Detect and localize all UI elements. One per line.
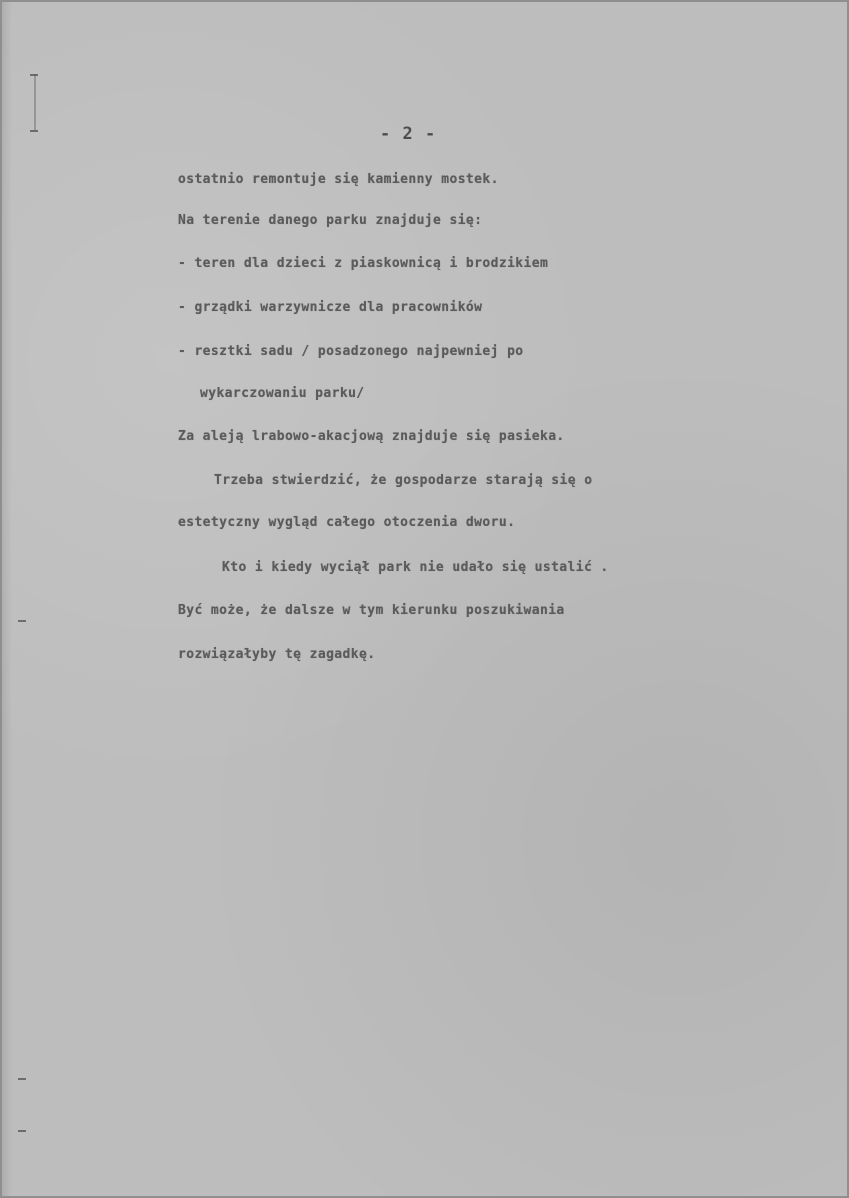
text-line: rozwiązałyby tę zagadkę. [178,647,376,662]
text-line: Kto i kiedy wyciął park nie udało się ustalić . [222,560,609,575]
text-line: estetyczny wygląd całego otoczenia dworu. [178,515,516,530]
margin-mark [18,1130,26,1132]
text-line: Być może, że dalsze w tym kierunku poszukiwania [178,603,565,618]
text-line: Trzeba stwierdzić, że gospodarze starają się o [214,473,593,488]
margin-mark [30,130,38,132]
text-line: wykarczowaniu parku/ [200,386,365,401]
text-line: ostatnio remontuje się kamienny mostek. [178,172,499,187]
margin-line [34,74,36,130]
text-line: Na terenie danego parku znajduje się: [178,213,483,228]
margin-mark [30,74,38,76]
margin-mark [18,1078,26,1080]
text-line: - grządki warzywnicze dla pracowników [178,300,483,315]
margin-mark [18,620,26,622]
text-line: Za aleją lrabowo-akacjową znajduje się pasieka. [178,429,565,444]
text-line: - resztki sadu / posadzonego najpewniej po [178,344,524,359]
page-number: - 2 - [380,124,437,144]
text-line: - teren dla dzieci z piaskownicą i brodzikiem [178,256,549,271]
